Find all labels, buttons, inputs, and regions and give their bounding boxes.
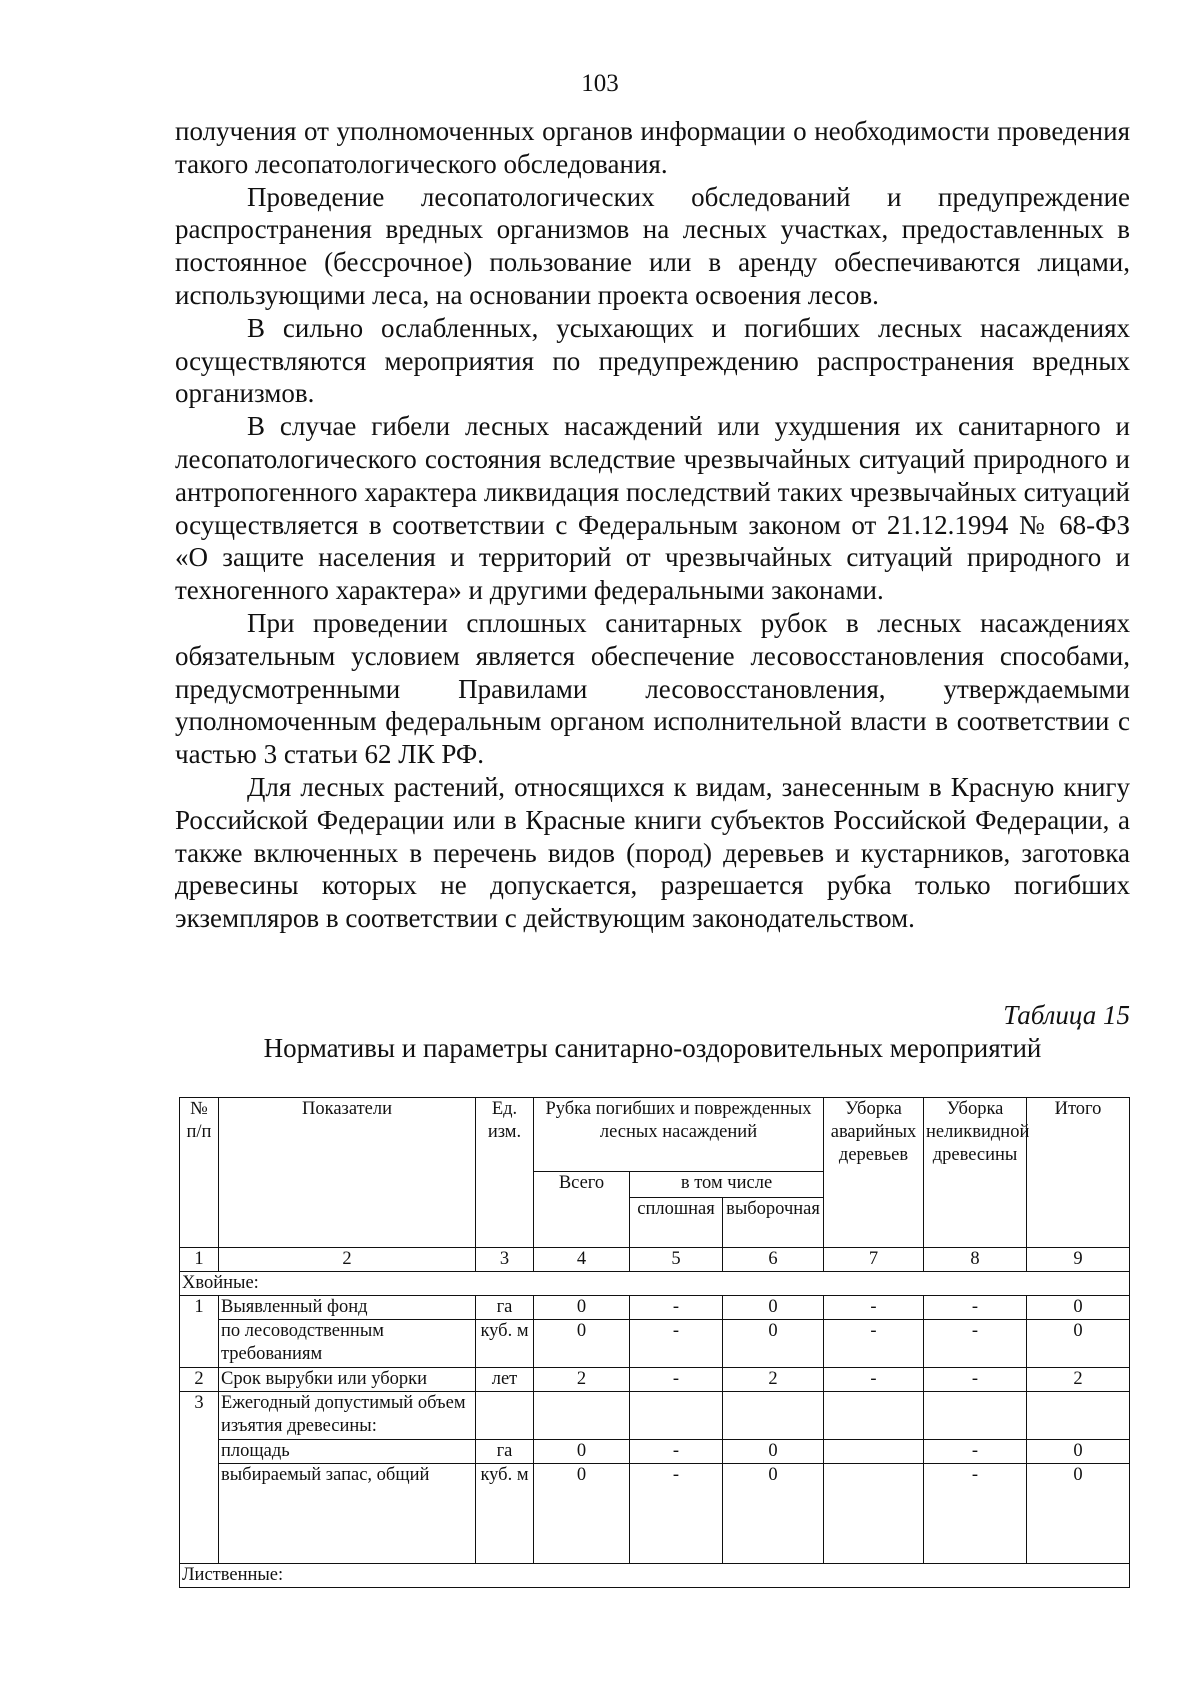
cell-value <box>534 1392 630 1440</box>
cell-value: 0 <box>1027 1296 1130 1320</box>
cell-value: - <box>630 1320 723 1368</box>
section-label: Хвойные: <box>180 1272 1130 1296</box>
header-emergency: Уборка аварийных деревьев <box>824 1098 924 1248</box>
row-unit: га <box>476 1296 534 1320</box>
cell-value: - <box>924 1440 1027 1464</box>
header-num: № п/п <box>180 1098 219 1248</box>
row-unit: куб. м <box>476 1320 534 1368</box>
paragraph: получения от уполномоченных органов информации о необходимости проведения такого лесопатологического обследования. <box>175 116 1130 179</box>
cell-value <box>723 1392 824 1440</box>
cell-value: 0 <box>534 1440 630 1464</box>
header-unit: Ед. изм. <box>476 1098 534 1248</box>
table-row <box>180 1368 1130 1392</box>
paragraph: Для лесных растений, относящихся к видам, занесенным в Красную книгу Российской Федерации или в Красные книги субъектов Российской Федерации, а также включенных в перечень видов (пород) деревьев и кустарников, заготовка древесины которых не допускается, разрешается рубка только погибших экземпляров в соответствии с действующим законодательством. <box>175 771 1130 934</box>
cell-value: 2 <box>534 1368 630 1392</box>
cell-value: - <box>924 1464 1027 1564</box>
table-title: Нормативы и параметры санитарно-оздоровительных мероприятий <box>263 1033 1042 1063</box>
paragraph: При проведении сплошных санитарных рубок в лесных насаждениях обязательным условием является обеспечение лесовосстановления способами, предусмотренными Правилами лесовосстановления, утверждаемыми уполномоченным федеральным органом исполнительной власти в соответствии с частью 3 статьи 62 ЛК РФ. <box>175 607 1130 770</box>
cell-value: - <box>824 1368 924 1392</box>
row-label: выбираемый запас, общий <box>219 1464 476 1564</box>
header-illiquid: Уборка неликвидной древесины <box>924 1098 1027 1248</box>
cell-value: - <box>924 1296 1027 1320</box>
section-row <box>180 1564 1130 1588</box>
cell-value: 0 <box>723 1296 824 1320</box>
norms-table <box>179 1097 1130 1588</box>
row-unit <box>476 1392 534 1440</box>
row-label: по лесоводственным требованиям <box>219 1320 476 1368</box>
row-unit: лет <box>476 1368 534 1392</box>
paragraph: В случае гибели лесных насаждений или ухудшения их санитарного и лесопатологического состояния вследствие чрезвычайных ситуаций природного и антропогенного характера ликвидация последствий таких чрезвычайных ситуаций осуществляется в соответствии с Федеральным законом от 21.12.1994 № 68-ФЗ «О защите населения и территорий от чрезвычайных ситуаций природного и техногенного характера» и другими федеральными законами. <box>175 411 1130 606</box>
cell-value: 0 <box>723 1464 824 1564</box>
cell-value: 0 <box>1027 1440 1130 1464</box>
cell-value: - <box>824 1296 924 1320</box>
row-unit: га <box>476 1440 534 1464</box>
cell-value <box>630 1392 723 1440</box>
col-number: 7 <box>824 1248 924 1272</box>
table-row <box>180 1296 1130 1320</box>
paragraph: В сильно ослабленных, усыхающих и погибших лесных насаждениях осуществляются мероприятия по предупреждению распространения вредных организмов. <box>175 312 1130 409</box>
cell-value: - <box>630 1464 723 1564</box>
header-incl: в том числе <box>630 1172 824 1198</box>
cell-value: 0 <box>723 1440 824 1464</box>
section-row <box>180 1272 1130 1296</box>
row-num: 1 <box>180 1296 219 1320</box>
column-numbers-row <box>180 1248 1130 1272</box>
cell-value: 0 <box>534 1296 630 1320</box>
col-number: 2 <box>219 1248 476 1272</box>
header-clear: сплошная <box>630 1198 723 1248</box>
col-number: 4 <box>534 1248 630 1272</box>
cell-value: - <box>824 1320 924 1368</box>
page-number: 103 <box>581 70 619 97</box>
row-unit: куб. м <box>476 1464 534 1564</box>
row-num <box>180 1320 219 1368</box>
cell-value: 0 <box>534 1464 630 1564</box>
col-number: 6 <box>723 1248 824 1272</box>
row-num: 3 <box>180 1392 219 1564</box>
cell-value: 0 <box>1027 1320 1130 1368</box>
cell-value: 0 <box>723 1320 824 1368</box>
cell-value: - <box>924 1320 1027 1368</box>
row-label: Выявленный фонд <box>219 1296 476 1320</box>
table-caption: Таблица 15 <box>1003 1000 1130 1030</box>
col-number: 3 <box>476 1248 534 1272</box>
header-total-all: Всего <box>534 1172 630 1248</box>
header-felling: Рубка погибших и поврежденных лесных насаждений <box>534 1098 824 1172</box>
cell-value: 0 <box>534 1320 630 1368</box>
paragraph: Проведение лесопатологических обследований и предупреждение распространения вредных организмов на лесных участках, предоставленных в постоянное (бессрочное) пользование или в аренду обеспечиваются лицами, использующими леса, на основании проекта освоения лесов. <box>175 181 1130 310</box>
table-row <box>180 1320 1130 1368</box>
cell-value: - <box>924 1368 1027 1392</box>
col-number: 8 <box>924 1248 1027 1272</box>
header-indicator: Показатели <box>219 1098 476 1248</box>
row-label: Ежегодный допустимый объем изъятия древесины: <box>219 1392 476 1440</box>
header-selective: выборочная <box>723 1198 824 1248</box>
section-label: Лиственные: <box>180 1564 1130 1588</box>
cell-value: - <box>630 1368 723 1392</box>
cell-value: - <box>630 1440 723 1464</box>
header-row <box>180 1098 1130 1172</box>
cell-value <box>824 1392 924 1440</box>
table-row <box>180 1440 1130 1464</box>
cell-value: - <box>630 1296 723 1320</box>
col-number: 1 <box>180 1248 219 1272</box>
cell-value <box>924 1392 1027 1440</box>
cell-value: 2 <box>723 1368 824 1392</box>
col-number: 9 <box>1027 1248 1130 1272</box>
cell-value <box>824 1440 924 1464</box>
cell-value <box>824 1464 924 1564</box>
table-row <box>180 1392 1130 1440</box>
table-row <box>180 1464 1130 1564</box>
cell-value: 2 <box>1027 1368 1130 1392</box>
col-number: 5 <box>630 1248 723 1272</box>
cell-value <box>1027 1392 1130 1440</box>
body-text <box>175 115 1130 935</box>
header-total: Итого <box>1027 1098 1130 1248</box>
row-label: площадь <box>219 1440 476 1464</box>
cell-value: 0 <box>1027 1464 1130 1564</box>
row-num: 2 <box>180 1368 219 1392</box>
row-label: Срок вырубки или уборки <box>219 1368 476 1392</box>
